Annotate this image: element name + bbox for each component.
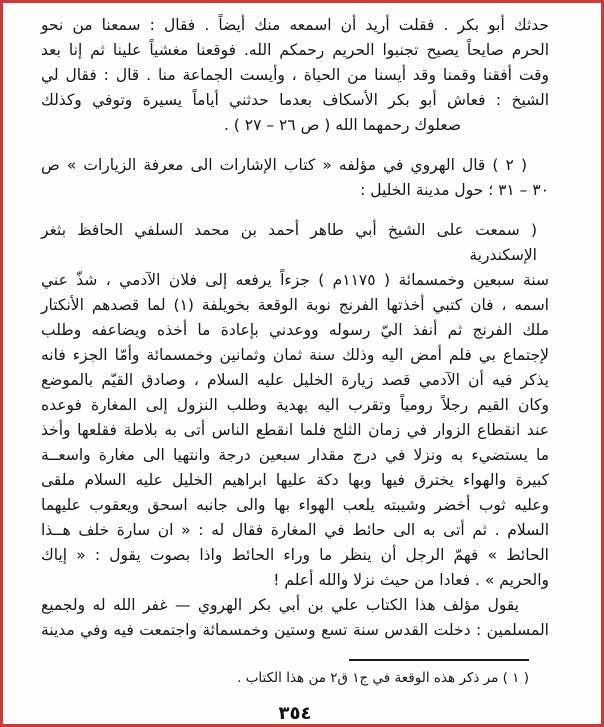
text-line: الحرم صايحاً يصيح تجنبوا الحريم رحمكم الله. فوقعنا مغشياً علينا ثم إنا بعد: [41, 41, 549, 59]
text-line: لإجتماع بي فلم أمض اليه وذلك سنة ثمان وثمانين وخمسمائة وأمّا الجزء فانه: [41, 346, 549, 364]
footnote-text: ( ١ ) مر ذكر هذه الوقعة في ج١ ق٢ من هذا الكتاب .: [237, 670, 529, 686]
text-line: ( ٢ ) قال الهروي في مؤلفه « كتاب الإشارات الى معرفة الزيارات » ص: [41, 156, 527, 174]
paragraph-continuation: [41, 13, 549, 138]
text-line: المسلمين : دخلت القدس سنة تسع وستين وخمسمائة واجتمعت فيه وفي مدينة: [41, 621, 549, 639]
text-line: يقول مؤلف هذا الكتاب علي بن أبي بكر الهروي — غفر الله له ولجميع: [41, 596, 519, 614]
paragraph-quotation: [41, 218, 549, 593]
text-line: ملك الفرنج ثم أنفذ اليّ رسوله ووعدني بإعادة ما أخذه ويضاعفه وطلب: [41, 321, 549, 339]
text-line: حدثك أبو بكر . فقلت أريد أن اسمعه منك أيضاً . فقال : سمعنا من نحو: [41, 16, 549, 34]
text-line: الحائط » فهمّ الرجل أن ينظر ما وراء الحائط واذا بصوت يقول : « إياك: [41, 546, 549, 564]
text-line: اسمه ، فان كتبي أخذتها الفرنج نوبة الوقعة بخويلفة (١) لما قصدهم الأنكتار: [41, 296, 549, 314]
paragraph-note-2: [41, 153, 549, 203]
paragraph-colophon: [41, 593, 549, 643]
text-line: وعليه ثوب أخضر وشيبته يلعب الهواء بها والى جانبه اسحق ويعقوب عليهما: [41, 496, 549, 514]
text-line: والحريم » . فعادا من حيث نزلا والله أعلم !: [273, 571, 549, 589]
page-number: ٣٥٤: [278, 703, 312, 724]
text-line: ما يستضيء به ونزلا في درج مقدار سبعين درجة وانتهيا الى مغارة واسعــة: [41, 446, 549, 464]
text-line: ( سمعت على الشيخ أبي طاهر أحمد بن محمد السلفي الحافظ بثغر الإسكندرية: [41, 221, 537, 264]
text-line: السلام . ثم أتى به الى حائط في المغارة فقال له : « ان سارة خلف هــذا: [41, 521, 549, 539]
text-line: صعلوك رحمهما الله ( ص ٢٦ – ٢٧ ) .: [223, 116, 461, 134]
text-line: كبيرة والهواء يخترق فيها وبها دكة عليها ابراهيم الخليل عليه السلام ملقى: [41, 471, 549, 489]
text-line: عند انقطاع الزوار في زمان الثلج فلما انقطع الناس أتى به بلاطة فقلعها وأخذ: [41, 421, 549, 439]
text-line: يذكر فيه أن الآدمي قصد زيارة الخليل عليه السلام ، وصادق القيّم بالموضع: [41, 371, 549, 389]
text-line: ٣٠ – ٣١ ؛ حول مدينة الخليل :: [360, 181, 549, 199]
text-line: سنة سبعين وخمسمائة ( ١١٧٥م ) جزءاً يرفعه إلى فلان الآدمي ، شذّ عني: [41, 271, 549, 289]
footnote-separator-rule: [349, 659, 529, 661]
text-line: وكان القيم رجلاً رومياً وتقرب اليه بهدية وطلب النزول إلى المغارة فوعده: [41, 396, 549, 414]
page-text-block: [41, 13, 549, 724]
text-line: الشيخ : فعاش أبو بكر الأسكاف بعدما حدثني أياماً يسيرة وتوفي وكذلك: [41, 91, 549, 109]
text-line: وقت أفقنا وقمنا وقد أيسنا من الحياة ، وأيست الجماعة منا . قال : فقال لي: [41, 66, 549, 84]
